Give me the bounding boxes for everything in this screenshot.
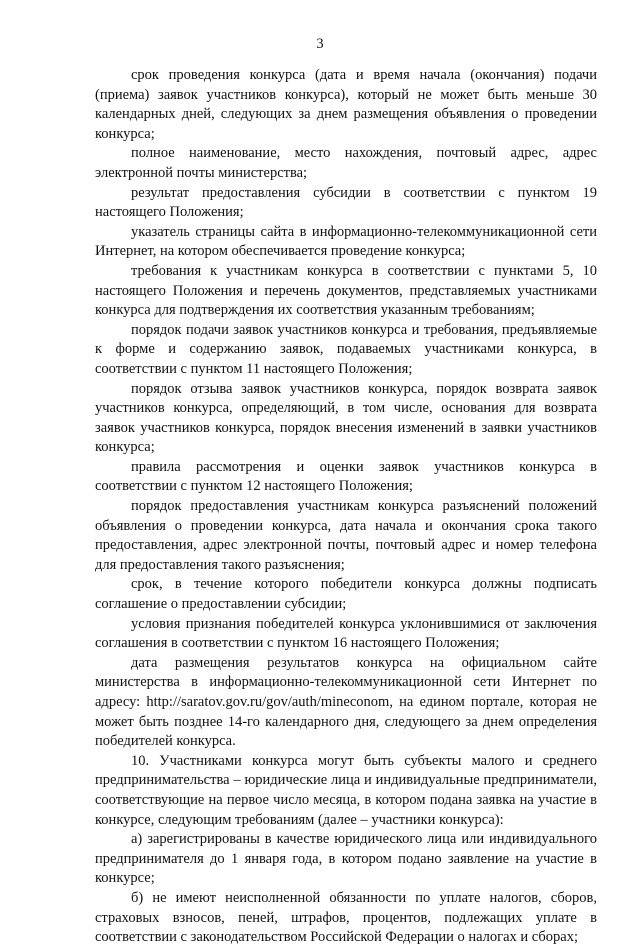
paragraph-item-b-tax-obligations: б) не имеют неисполненной обязанности по уплате налогов, сборов, страховых взносов, пеней, штрафов, процентов, подлежащих уплате в соответствии с законодательством Российской Федерации о налогах и сборах; bbox=[95, 889, 597, 946]
paragraph-agreement-term: срок, в течение которого победители конкурса должны подписать соглашение о предоставлении субсидии; bbox=[95, 576, 597, 613]
page-number: 3 bbox=[316, 36, 324, 52]
paragraph-application-procedure: порядок подачи заявок участников конкурса и требования, предъявляемые к форме и содержанию заявок, подаваемых участниками конкурса, в соответствии с пунктом 11 настоящего Положения; bbox=[95, 321, 597, 377]
paragraph-clarifications: порядок предоставления участникам конкурса разъяснений положений объявления о проведении конкурса, дата начала и окончания срока такого предоставления, адрес электронной почты, почтовый адрес и номер телефона для предоставления такого разъяснения; bbox=[95, 498, 597, 573]
paragraph-item-a-registration: а) зарегистрированы в качестве юридического лица или индивидуального предпринимателя до 1 января года, в котором подано заявление на участие в конкурсе; bbox=[95, 831, 597, 887]
paragraph-results-publication: дата размещения результатов конкурса на официальном сайте министерства в информационно-телекоммуникационной сети Интернет по адресу: http://saratov.gov.ru/gov/auth/mineconom, на едином портале, которая не может быть позднее 14-го календарного дня, следующего за днем определения победителей конкурса. bbox=[95, 654, 597, 750]
document-body bbox=[95, 66, 597, 948]
paragraph-evasion-conditions: условия признания победителей конкурса уклонившимися от заключения соглашения в соответствии с пунктом 16 настоящего Положения; bbox=[95, 615, 597, 652]
paragraph-section-10-participants: 10. Участниками конкурса могут быть субъекты малого и среднего предпринимательства – юридические лица и индивидуальные предприниматели, соответствующие на первое число месяца, в котором подана заявка на участие в конкурсе, следующим требованиям (далее – участники конкурса): bbox=[95, 752, 597, 828]
paragraph-ministry-address: полное наименование, место нахождения, почтовый адрес, адрес электронной почты министерства; bbox=[95, 145, 597, 181]
paragraph-contest-deadline: срок проведения конкурса (дата и время начала (окончания) подачи (приема) заявок участников конкурса), который не может быть меньше 30 календарных дней, следующих за днем размещения объявления о проведении конкурса; bbox=[95, 67, 597, 142]
paragraph-subsidy-result: результат предоставления субсидии в соответствии с пунктом 19 настоящего Положения; bbox=[95, 184, 597, 221]
paragraph-application-withdrawal: порядок отзыва заявок участников конкурса, порядок возврата заявок участников конкурса, определяющий, в том числе, основания для возврата заявок участников конкурса, порядок внесения изменений в заявки участников конкурса; bbox=[95, 380, 597, 456]
paragraph-evaluation-rules: правила рассмотрения и оценки заявок участников конкурса в соответствии с пунктом 12 настоящего Положения; bbox=[95, 458, 597, 495]
paragraph-website-pointer: указатель страницы сайта в информационно-телекоммуникационной сети Интернет, на котором обеспечивается проведение конкурса; bbox=[95, 223, 597, 260]
paragraph-participant-requirements: требования к участникам конкурса в соответствии с пунктами 5, 10 настоящего Положения и перечень документов, представляемых участниками конкурса для подтверждения их соответствия указанным требованиям; bbox=[95, 262, 597, 319]
